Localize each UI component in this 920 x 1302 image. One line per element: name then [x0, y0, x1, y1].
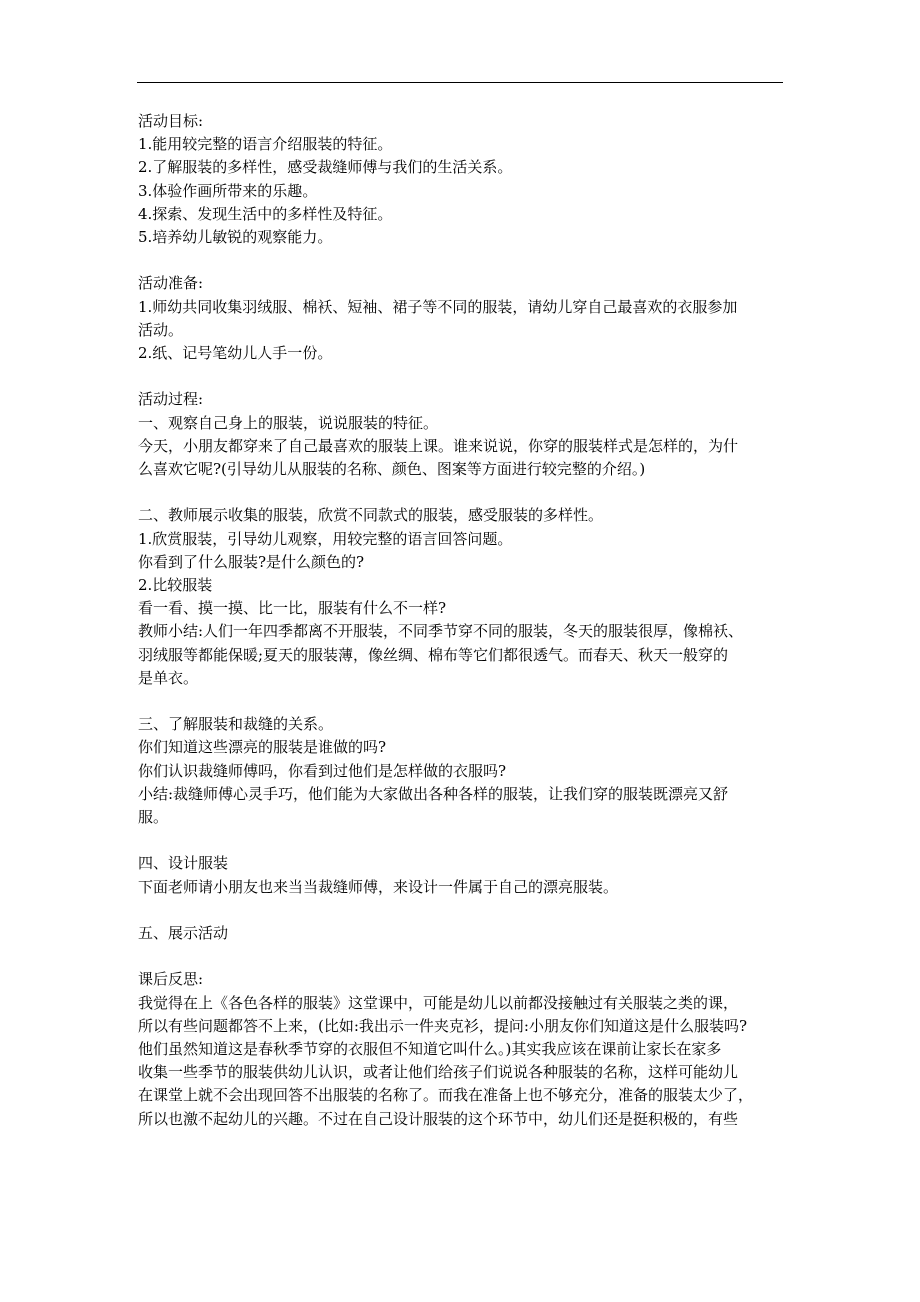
reflection-line: 在课堂上就不会出现回答不出服装的名称了。而我在准备上也不够充分，准备的服装太少了， — [138, 1086, 754, 1105]
goal-item: 1.能用较完整的语言介绍服装的特征。 — [138, 135, 393, 154]
step-text: 服。 — [138, 808, 169, 827]
section-heading-reflection: 课后反思: — [138, 970, 204, 989]
paragraph-gap — [138, 829, 788, 852]
paragraph-gap — [138, 365, 788, 388]
section-heading-process: 活动过程: — [138, 390, 204, 409]
preparation-line: 活动。 — [138, 320, 184, 339]
step-text: 是单衣。 — [138, 668, 199, 687]
step-text: 1.欣赏服装，引导幼儿观察，用较完整的语言回答问题。 — [138, 529, 513, 548]
step-text: 么喜欢它呢?(引导幼儿从服装的名称、颜色、图案等方面进行较完整的介绍。) — [138, 460, 646, 479]
header-rule — [137, 82, 783, 83]
step-text: 看一看、摸一摸、比一比，服装有什么不一样? — [138, 599, 447, 618]
reflection-line: 所以有些问题都答不上来，(比如:我出示一件夹克衫，提问:小朋友你们知道这是什么服装吗? — [138, 1016, 748, 1035]
reflection-line: 所以也激不起幼儿的兴趣。不过在自己设计服装的这个环节中，幼儿们还是挺积极的，有些 — [138, 1109, 739, 1128]
step-title: 二、教师展示收集的服装，欣赏不同款式的服装，感受服装的多样性。 — [138, 506, 604, 525]
preparation-line: 2.纸、记号笔幼儿人手一份。 — [138, 344, 333, 363]
step-title: 五、展示活动 — [138, 924, 229, 943]
goal-item: 3.体验作画所带来的乐趣。 — [138, 181, 318, 200]
step-title: 一、观察自己身上的服装，说说服装的特征。 — [138, 413, 439, 432]
paragraph-gap — [138, 481, 788, 504]
section-heading-preparation: 活动准备: — [138, 274, 204, 293]
paragraph-gap — [138, 899, 788, 922]
paragraph-gap — [138, 945, 788, 968]
paragraph-gap — [138, 690, 788, 713]
goal-item: 5.培养幼儿敏锐的观察能力。 — [138, 228, 333, 247]
step-text: 2.比较服装 — [138, 576, 213, 595]
step-text: 你们认识裁缝师傅吗，你看到过他们是怎样做的衣服吗? — [138, 761, 507, 780]
step-text: 羽绒服等都能保暖;夏天的服装薄，像丝绸、棉布等它们都很透气。而春天、秋天一般穿的 — [138, 645, 729, 664]
paragraph-gap — [138, 249, 788, 272]
step-text: 你看到了什么服装?是什么颜色的? — [138, 552, 365, 571]
preparation-line: 1.师幼共同收集羽绒服、棉袄、短袖、裙子等不同的服装，请幼儿穿自己最喜欢的衣服参加 — [138, 297, 738, 316]
step-text: 你们知道这些漂亮的服装是谁做的吗? — [138, 738, 387, 757]
goal-item: 4.探索、发现生活中的多样性及特征。 — [138, 204, 393, 223]
reflection-line: 收集一些季节的服装供幼儿认识，或者让他们给孩子们说说各种服装的名称，这样可能幼儿 — [138, 1063, 739, 1082]
section-heading-goals: 活动目标: — [138, 112, 204, 130]
step-text: 下面老师请小朋友也来当当裁缝师傅，来设计一件属于自己的漂亮服装。 — [138, 877, 619, 896]
document-body — [138, 110, 788, 1131]
goal-item: 2.了解服装的多样性，感受裁缝师傅与我们的生活关系。 — [138, 158, 513, 177]
step-text: 今天，小朋友都穿来了自己最喜欢的服装上课。谁来说说，你穿的服装样式是怎样的，为什 — [138, 436, 739, 455]
step-text: 教师小结:人们一年四季都离不开服装，不同季节穿不同的服装，冬天的服装很厚，像棉袄、 — [138, 622, 744, 641]
reflection-line: 他们虽然知道这是春秋季节穿的衣服但不知道它叫什么。)其实我应该在课前让家长在家多 — [138, 1040, 722, 1059]
step-text: 小结:裁缝师傅心灵手巧，他们能为大家做出各种各样的服装，让我们穿的服装既漂亮又舒 — [138, 784, 729, 803]
step-title: 四、设计服装 — [138, 854, 229, 873]
reflection-line: 我觉得在上《各色各样的服装》这堂课中，可能是幼儿以前都没接触过有关服装之类的课， — [138, 993, 739, 1012]
step-title: 三、了解服装和裁缝的关系。 — [138, 715, 334, 734]
